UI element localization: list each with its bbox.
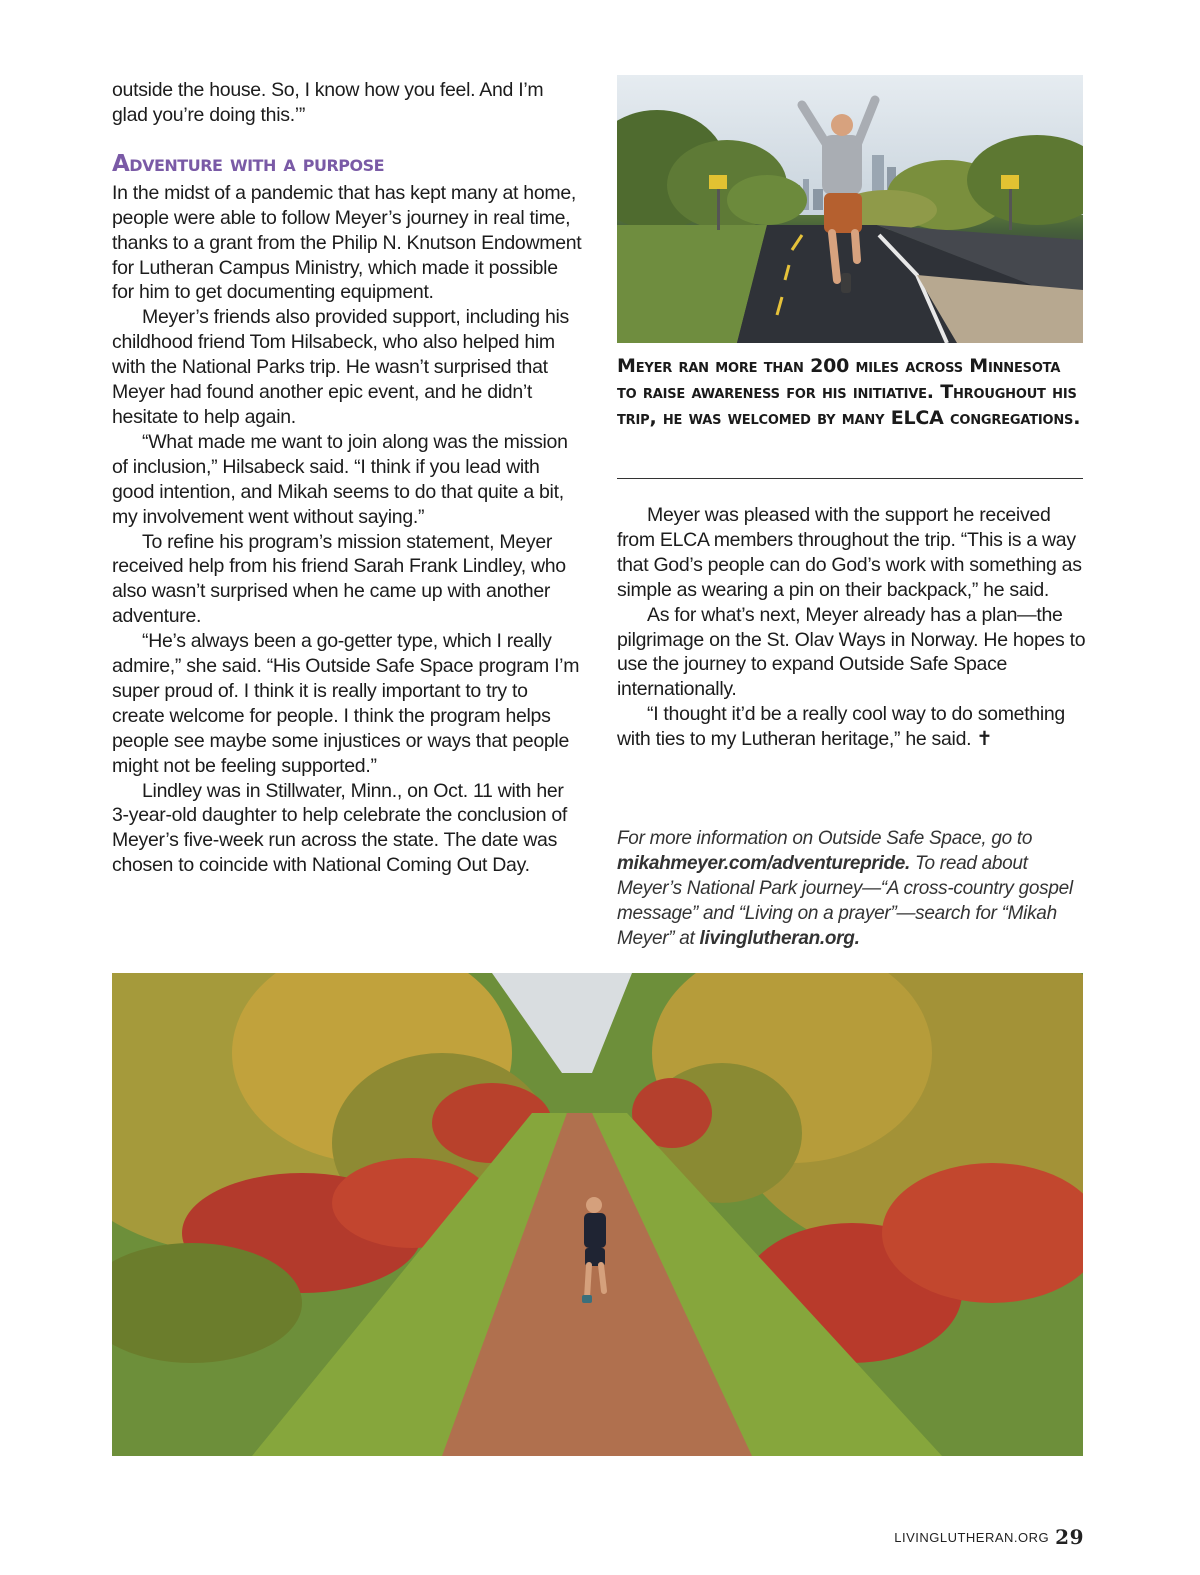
body-paragraph: “He’s always been a go-getter type, which I really admire,” she said. “His Outside Safe Space program I’m super proud of. I think it is really important to try to create welcome for people. I think the program helps people see maybe some injustices or ways that people might not be feeling supported.” <box>112 630 580 777</box>
body-paragraph: Lindley was in Stillwater, Minn., on Oct. 11 with her 3-year-old daughter to help celebrate the conclusion of Meyer’s five-week run across the state. The date was chosen to coincide with National Coming Out Day. <box>112 779 568 877</box>
body-paragraph: Meyer’s friends also provided support, including his childhood friend Tom Hilsabeck, who also helped him with the National Parks trip. He wasn’t surprised that Meyer had found another epic event, and he didn’t hesitate to help again. <box>112 306 569 428</box>
body-paragraph: “What made me want to join along was the mission of inclusion,” Hilsabeck said. “I think if you lead with good intention, and Mikah seems to do that quite a bit, my involvement went without saying.” <box>112 430 568 528</box>
photo-runner-trail <box>112 973 1083 1456</box>
body-paragraph: To refine his program’s mission statement, Meyer received help from his friend Sarah Frank Lindley, who also wasn’t surprised when he came up with another adventure. <box>112 530 566 628</box>
page-number: 29 <box>1055 1525 1084 1549</box>
closing-paragraph-text: “I thought it’d be a really cool way to do something with ties to my Lutheran heritage,” he said. <box>617 703 1065 751</box>
photo-runner-jumping-illustration <box>617 75 1083 343</box>
photo-runner-jumping <box>617 75 1083 343</box>
livinglutheran-link[interactable]: livinglutheran.org. <box>699 927 860 949</box>
body-paragraph: As for what’s next, Meyer already has a plan—the pilgrimage on the St. Olav Ways in Norway. He hopes to use the journey to expand Outside Safe Space internationally. <box>617 603 1086 701</box>
adventurepride-link[interactable]: mikahmeyer.com/adventurepride. <box>617 852 911 874</box>
body-paragraph: In the midst of a pandemic that has kept many at home, people were able to follow Meyer’s journey in real time, thanks to a grant from the Philip N. Knutson Endowment for Lutheran Campus Ministry, which made it possible for him to get documenting equipment. <box>112 181 582 304</box>
left-column <box>112 78 582 878</box>
photo-runner-trail-illustration <box>112 973 1083 1456</box>
caption-divider <box>617 478 1083 479</box>
info-text: For more information on Outside Safe Space, go to <box>617 828 1033 849</box>
info-text: To read about Meyer’s National Park journey—“A cross-country gospel message” and “Living on a prayer”—search for “Mikah Meyer” at <box>617 852 1073 949</box>
section-heading: Adventure with a purpose <box>112 150 385 177</box>
page-footer <box>894 1525 1084 1549</box>
body-paragraph <box>617 702 1087 752</box>
footer-site-name: LIVINGLUTHERAN.ORG <box>894 1530 1050 1545</box>
photo-caption: Meyer ran more than 200 miles across Minnesota to raise awareness for his initiative. Throughout his trip, he was welcomed by many ELCA congregations. <box>617 355 1081 429</box>
more-info-note <box>617 827 1087 952</box>
intro-paragraph: outside the house. So, I know how you feel. And I’m glad you’re doing this.’” <box>112 79 544 126</box>
right-column <box>617 503 1087 752</box>
end-mark-cross-icon: ✝ <box>976 728 993 751</box>
body-paragraph: Meyer was pleased with the support he received from ELCA members throughout the trip. “This is a way that God’s people can do God’s work with something as simple as wearing a pin on their backpack,” he said. <box>617 504 1082 601</box>
